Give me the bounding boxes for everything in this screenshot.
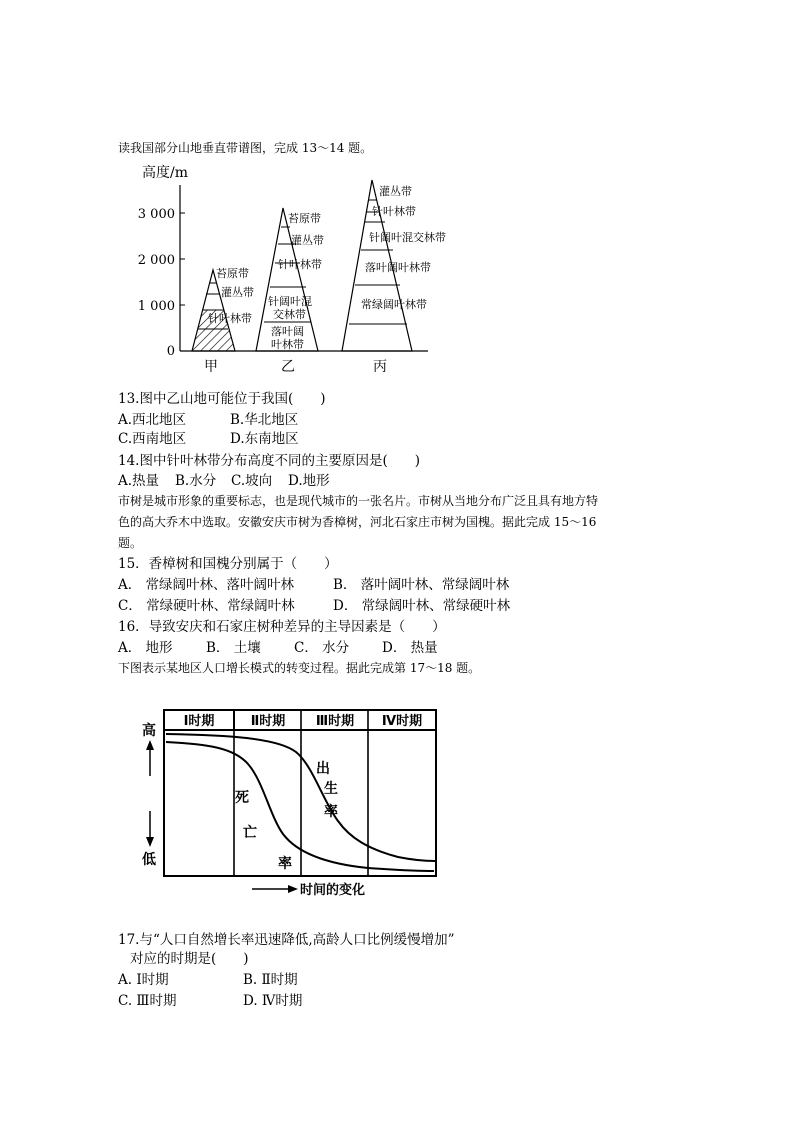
q13-stem: 13.图中乙山地可能位于我国( ) [118,391,326,407]
q16-option-c[interactable]: C． 水分 [294,640,350,656]
mountain-zonation-chart [128,160,488,380]
x-axis-label: 时间的变化 [300,883,366,898]
mountain-yi [256,208,324,375]
intro-17: 下图表示某地区人口增长模式的转变过程。据此完成第 17～18 题。 [118,661,481,675]
q17-option-a[interactable]: A. Ⅰ时期 [118,972,169,988]
q14-option-a[interactable]: A.热量 [118,473,160,489]
q16-option-a[interactable]: A． 地形 [118,640,173,656]
death-label-1: 死 [235,790,249,806]
bing-band-deciduous: 落叶阔叶林带 [365,261,431,274]
death-label-2: 亡 [243,825,257,841]
intro-13: 读我国部分山地垂直带谱图，完成 13～14 题。 [118,141,373,155]
yi-band-deciduous-2: 叶林带 [271,338,304,351]
q17-option-b[interactable]: B. Ⅱ时期 [243,972,298,988]
birth-label-3: 率 [324,804,338,820]
q16-options [118,638,438,658]
q15-option-c[interactable]: C． 常绿硬叶林、常绿阔叶林 [118,598,295,614]
q15-options-row1 [118,575,509,595]
period-4: Ⅳ时期 [381,714,423,729]
yi-name: 乙 [281,359,295,375]
y-tick-2000: 2 000 [137,253,175,268]
q15-option-b[interactable]: B． 落叶阔叶林、常绿阔叶林 [333,577,510,593]
q15-stem: 15．香樟树和国槐分别属于（ ） [118,556,338,572]
passage-15-line3: 题。 [118,536,143,550]
passage-15-line2: 色的高大乔木中选取。安徽安庆市树为香樟树，河北石家庄市树为国槐。据此完成 15～16 [118,515,597,529]
q14-option-d[interactable]: D.地形 [288,473,330,489]
y-tick-0: 0 [166,344,175,359]
period-1: Ⅰ时期 [183,714,215,729]
q15-option-d[interactable]: D． 常绿阔叶林、常绿硬叶林 [333,598,511,614]
jia-name: 甲 [204,359,218,375]
population-transition-chart [138,706,448,901]
label-low: 低 [142,852,156,868]
mountain-bing [342,180,446,375]
bing-band-shrub: 灌丛带 [379,185,412,198]
bing-band-mixed: 针阔叶混交林带 [369,231,446,244]
q13-option-a[interactable]: A.西北地区 [118,412,187,428]
q16-option-d[interactable]: D． 热量 [382,640,438,656]
y-tick-1000: 1 000 [137,299,175,314]
q14-option-b[interactable]: B.水分 [175,473,217,489]
q17-stem-line1: 17.与“人口自然增长率迅速降低,高龄人口比例缓慢增加” [118,932,455,948]
yi-band-conifer: 针叶林带 [278,258,322,271]
y-tick-3000: 3 000 [137,207,175,222]
birth-label-1: 出 [316,761,330,777]
yi-band-shrub: 灌丛带 [291,234,324,247]
q17-stem-line2: 对应的时期是( ) [130,951,249,967]
q14-stem: 14.图中针叶林带分布高度不同的主要原因是( ) [118,453,421,469]
q13-option-b[interactable]: B.华北地区 [230,412,299,428]
q13-options-row1 [118,410,298,430]
yi-band-mixed-1: 针阔叶混 [268,295,312,308]
death-label-3: 率 [278,856,292,872]
jia-band-tundra: 苔原带 [216,267,249,280]
yi-band-tundra: 苔原带 [288,212,321,225]
q17-options-row2 [118,991,302,1011]
jia-band-shrub: 灌丛带 [221,286,254,299]
death-rate-curve [166,742,434,871]
birth-label-2: 生 [324,781,338,797]
q17-option-d[interactable]: D. Ⅳ时期 [243,993,303,1009]
q16-option-b[interactable]: B． 土壤 [206,640,261,656]
y-axis-label: 高度/m [142,165,188,181]
q17-options-row1 [118,970,298,990]
q13-option-c[interactable]: C.西南地区 [118,431,187,447]
passage-15-line1: 市树是城市形象的重要标志，也是现代城市的一张名片。市树从当地分布广泛且具有地方特 [118,494,599,508]
q17-option-c[interactable]: C. Ⅲ时期 [118,993,177,1009]
label-high: 高 [142,723,156,739]
yi-band-deciduous-1: 落叶阔 [271,325,304,338]
yi-band-mixed-2: 交林带 [273,308,306,321]
q13-option-d[interactable]: D.东南地区 [230,431,299,447]
q13-options-row2 [118,429,299,449]
q16-stem: 16．导致安庆和石家庄树种差异的主导因素是（ ） [118,619,446,635]
q14-options [118,471,330,491]
q15-option-a[interactable]: A． 常绿阔叶林、落叶阔叶林 [118,577,295,593]
jia-band-conifer: 针叶林带 [208,312,252,325]
mountain-jia [192,266,254,375]
bing-name: 丙 [373,359,387,375]
q15-options-row2 [118,596,510,616]
q14-option-c[interactable]: C.坡向 [231,473,273,489]
period-2: Ⅱ时期 [250,714,286,729]
period-3: Ⅲ时期 [315,714,355,729]
bing-band-evergreen: 常绿阔叶林带 [361,298,427,311]
bing-band-conifer: 针叶林带 [372,205,416,218]
